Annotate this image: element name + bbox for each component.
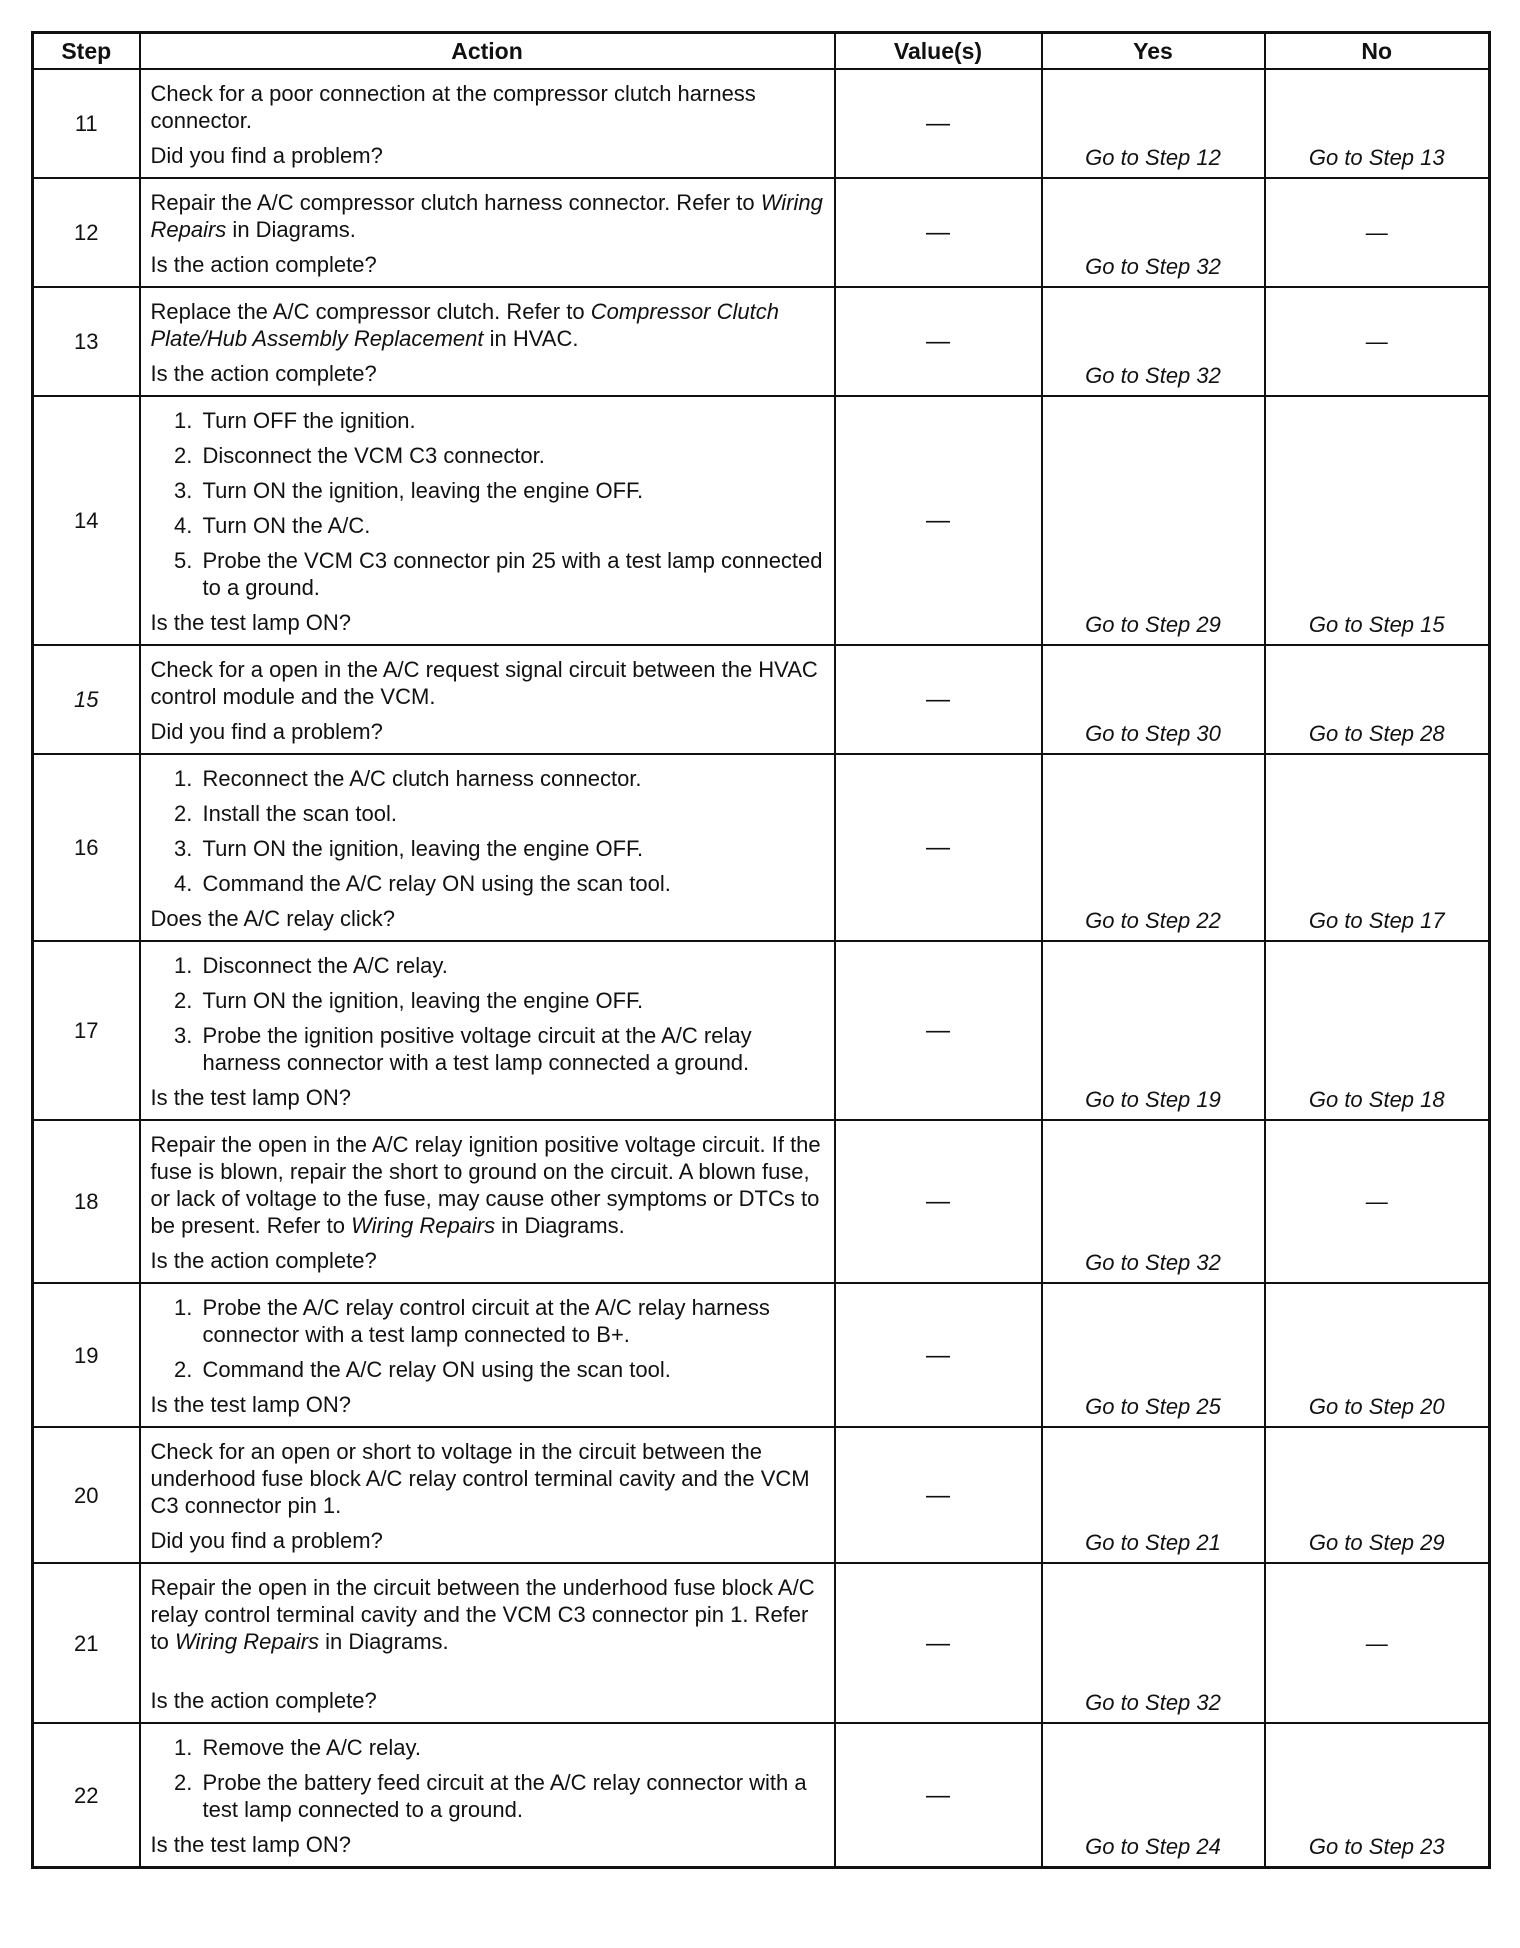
no-cell: — bbox=[1265, 178, 1490, 287]
yes-cell: Go to Step 21 bbox=[1042, 1427, 1265, 1563]
procedure-list bbox=[151, 1734, 824, 1823]
action-question: Is the action complete? bbox=[150, 361, 377, 386]
header-no: No bbox=[1265, 33, 1490, 70]
step-number: 15 bbox=[33, 645, 140, 754]
procedure-step: 2. Disconnect the VCM C3 connector. bbox=[199, 442, 824, 469]
header-values: Value(s) bbox=[835, 33, 1042, 70]
yes-cell: Go to Step 29 bbox=[1042, 396, 1265, 645]
value-cell bbox=[835, 754, 1042, 941]
action-cell bbox=[140, 1563, 835, 1723]
procedure-step: 2. Command the A/C relay ON using the scan tool. bbox=[199, 1356, 824, 1383]
no-cell: — bbox=[1265, 1120, 1490, 1283]
action-text-segment: Repair the A/C compressor clutch harness connector. Refer to bbox=[150, 190, 761, 215]
action-text-segment: in Diagrams. bbox=[319, 1629, 449, 1654]
procedure-list bbox=[151, 765, 824, 897]
procedure-step: 3. Turn ON the ignition, leaving the engine OFF. bbox=[199, 477, 824, 504]
procedure-step: 2. Turn ON the ignition, leaving the engine OFF. bbox=[199, 987, 824, 1014]
procedure-step: 3. Turn ON the ignition, leaving the engine OFF. bbox=[199, 835, 824, 862]
spacer bbox=[151, 1655, 824, 1679]
diagnostic-table bbox=[31, 31, 1491, 1869]
table-row bbox=[33, 754, 1490, 941]
value-text: — bbox=[926, 219, 950, 246]
action-text-segment: in Diagrams. bbox=[495, 1213, 625, 1238]
value-text: — bbox=[926, 1017, 950, 1044]
table-body bbox=[33, 69, 1490, 1868]
action-cell bbox=[140, 178, 835, 287]
value-text: — bbox=[926, 507, 950, 534]
table-row bbox=[33, 645, 1490, 754]
action-question: Is the action complete? bbox=[150, 1688, 377, 1713]
step-number: 20 bbox=[33, 1427, 140, 1563]
yes-cell: Go to Step 24 bbox=[1042, 1723, 1265, 1868]
reference-title: Compressor Clutch Plate/Hub Assembly Replacement bbox=[150, 299, 779, 351]
action-text bbox=[151, 80, 824, 134]
no-cell: Go to Step 23 bbox=[1265, 1723, 1490, 1868]
yes-cell: Go to Step 19 bbox=[1042, 941, 1265, 1120]
procedure-step: 1. Probe the A/C relay control circuit at the A/C relay harness connector with a test lamp connected to B+. bbox=[199, 1294, 824, 1348]
action-question: Did you find a problem? bbox=[150, 143, 383, 168]
action-question: Did you find a problem? bbox=[150, 1528, 383, 1553]
action-text bbox=[151, 189, 824, 243]
procedure-step: 1. Disconnect the A/C relay. bbox=[199, 952, 824, 979]
step-number: 16 bbox=[33, 754, 140, 941]
action-cell bbox=[140, 1120, 835, 1283]
table-row bbox=[33, 1723, 1490, 1868]
action-text-segment: in HVAC. bbox=[483, 326, 579, 351]
value-text: — bbox=[926, 686, 950, 713]
action-question: Is the test lamp ON? bbox=[150, 1832, 352, 1857]
reference-title: Wiring Repairs bbox=[150, 190, 823, 242]
table-row bbox=[33, 69, 1490, 178]
value-cell bbox=[835, 645, 1042, 754]
step-number: 19 bbox=[33, 1283, 140, 1427]
procedure-list bbox=[151, 1294, 824, 1383]
table-row bbox=[33, 396, 1490, 645]
no-cell: — bbox=[1265, 1563, 1490, 1723]
no-cell: — bbox=[1265, 287, 1490, 396]
header-yes: Yes bbox=[1042, 33, 1265, 70]
action-cell bbox=[140, 1283, 835, 1427]
reference-title: Wiring Repairs bbox=[351, 1213, 496, 1238]
value-cell bbox=[835, 178, 1042, 287]
value-text: — bbox=[926, 834, 950, 861]
action-question: Is the action complete? bbox=[150, 1248, 377, 1273]
procedure-step: 2. Probe the battery feed circuit at the A/C relay connector with a test lamp connected to a ground. bbox=[199, 1769, 824, 1823]
value-cell bbox=[835, 1723, 1042, 1868]
action-text bbox=[151, 1438, 824, 1519]
value-cell bbox=[835, 396, 1042, 645]
table-row bbox=[33, 1283, 1490, 1427]
action-cell bbox=[140, 1427, 835, 1563]
action-cell bbox=[140, 645, 835, 754]
yes-cell: Go to Step 30 bbox=[1042, 645, 1265, 754]
value-cell bbox=[835, 1563, 1042, 1723]
value-cell bbox=[835, 1283, 1042, 1427]
action-question: Is the action complete? bbox=[150, 252, 377, 277]
procedure-step: 2. Install the scan tool. bbox=[199, 800, 824, 827]
action-question: Did you find a problem? bbox=[150, 719, 383, 744]
yes-cell: Go to Step 32 bbox=[1042, 178, 1265, 287]
yes-cell: Go to Step 12 bbox=[1042, 69, 1265, 178]
step-number: 11 bbox=[33, 69, 140, 178]
step-number: 18 bbox=[33, 1120, 140, 1283]
value-text: — bbox=[926, 1188, 950, 1215]
step-number: 13 bbox=[33, 287, 140, 396]
procedure-list bbox=[151, 407, 824, 601]
header-row bbox=[33, 33, 1490, 70]
procedure-step: 1. Remove the A/C relay. bbox=[199, 1734, 824, 1761]
no-cell: Go to Step 18 bbox=[1265, 941, 1490, 1120]
no-cell: Go to Step 17 bbox=[1265, 754, 1490, 941]
step-number: 17 bbox=[33, 941, 140, 1120]
value-cell bbox=[835, 287, 1042, 396]
no-cell: Go to Step 13 bbox=[1265, 69, 1490, 178]
action-text bbox=[151, 298, 824, 352]
action-question: Is the test lamp ON? bbox=[150, 610, 352, 635]
action-question: Is the test lamp ON? bbox=[150, 1085, 352, 1110]
procedure-step: 1. Turn OFF the ignition. bbox=[199, 407, 824, 434]
yes-cell: Go to Step 25 bbox=[1042, 1283, 1265, 1427]
procedure-step: 5. Probe the VCM C3 connector pin 25 with a test lamp connected to a ground. bbox=[199, 547, 824, 601]
action-text bbox=[151, 656, 824, 710]
procedure-step: 4. Command the A/C relay ON using the scan tool. bbox=[199, 870, 824, 897]
no-cell: Go to Step 29 bbox=[1265, 1427, 1490, 1563]
value-cell bbox=[835, 941, 1042, 1120]
table-row bbox=[33, 178, 1490, 287]
header-action: Action bbox=[140, 33, 835, 70]
value-text: — bbox=[926, 1781, 950, 1809]
table-row bbox=[33, 287, 1490, 396]
yes-cell: Go to Step 32 bbox=[1042, 287, 1265, 396]
action-question: Is the test lamp ON? bbox=[150, 1392, 352, 1417]
value-text: — bbox=[926, 110, 950, 137]
action-text bbox=[151, 1131, 824, 1239]
reference-title: Wiring Repairs bbox=[174, 1629, 320, 1654]
yes-cell: Go to Step 32 bbox=[1042, 1120, 1265, 1283]
no-cell: Go to Step 28 bbox=[1265, 645, 1490, 754]
step-number: 12 bbox=[33, 178, 140, 287]
yes-cell: Go to Step 22 bbox=[1042, 754, 1265, 941]
action-text-segment: Check for an open or short to voltage in the circuit between the underhood fuse block A/C relay control terminal cavity and the VCM C3 connector pin 1. bbox=[150, 1439, 810, 1518]
value-text: — bbox=[926, 1481, 950, 1509]
yes-cell: Go to Step 32 bbox=[1042, 1563, 1265, 1723]
value-cell bbox=[835, 69, 1042, 178]
action-cell bbox=[140, 1723, 835, 1868]
procedure-step: 3. Probe the ignition positive voltage circuit at the A/C relay harness connector with a test lamp connected a ground. bbox=[199, 1022, 824, 1076]
action-text-segment: Check for a poor connection at the compressor clutch harness connector. bbox=[150, 81, 756, 133]
action-cell bbox=[140, 69, 835, 178]
table-row bbox=[33, 941, 1490, 1120]
table-row bbox=[33, 1427, 1490, 1563]
value-text: — bbox=[926, 328, 950, 355]
table-row bbox=[33, 1563, 1490, 1723]
no-cell: Go to Step 15 bbox=[1265, 396, 1490, 645]
action-text bbox=[151, 1574, 824, 1655]
action-text-segment: in Diagrams. bbox=[226, 217, 356, 242]
action-cell bbox=[140, 287, 835, 396]
value-cell bbox=[835, 1120, 1042, 1283]
action-text-segment: Replace the A/C compressor clutch. Refer to bbox=[150, 299, 591, 324]
action-question: Does the A/C relay click? bbox=[150, 906, 396, 931]
procedure-step: 4. Turn ON the A/C. bbox=[199, 512, 824, 539]
action-text-segment: Repair the open in the A/C relay ignition positive voltage circuit. If the fuse is blown, repair the short to ground on the circuit. A blown fuse, or lack of voltage to the fuse, may cause other symptoms or DTCs to be present. Refer to bbox=[150, 1132, 821, 1238]
action-text-segment: Repair the open in the circuit between the underhood fuse block A/C relay control terminal cavity and the VCM C3 connector pin 1. Refer to bbox=[150, 1575, 815, 1654]
step-number: 21 bbox=[33, 1563, 140, 1723]
no-cell: Go to Step 20 bbox=[1265, 1283, 1490, 1427]
value-text: — bbox=[926, 1341, 950, 1369]
procedure-step: 1. Reconnect the A/C clutch harness connector. bbox=[199, 765, 824, 792]
action-cell bbox=[140, 754, 835, 941]
table-row bbox=[33, 1120, 1490, 1283]
step-number: 22 bbox=[33, 1723, 140, 1868]
action-cell bbox=[140, 941, 835, 1120]
value-text: — bbox=[926, 1629, 950, 1657]
procedure-list bbox=[151, 952, 824, 1076]
action-cell bbox=[140, 396, 835, 645]
step-number: 14 bbox=[33, 396, 140, 645]
header-step: Step bbox=[33, 33, 140, 70]
action-text-segment: Check for a open in the A/C request signal circuit between the HVAC control module and the VCM. bbox=[150, 657, 818, 709]
value-cell bbox=[835, 1427, 1042, 1563]
